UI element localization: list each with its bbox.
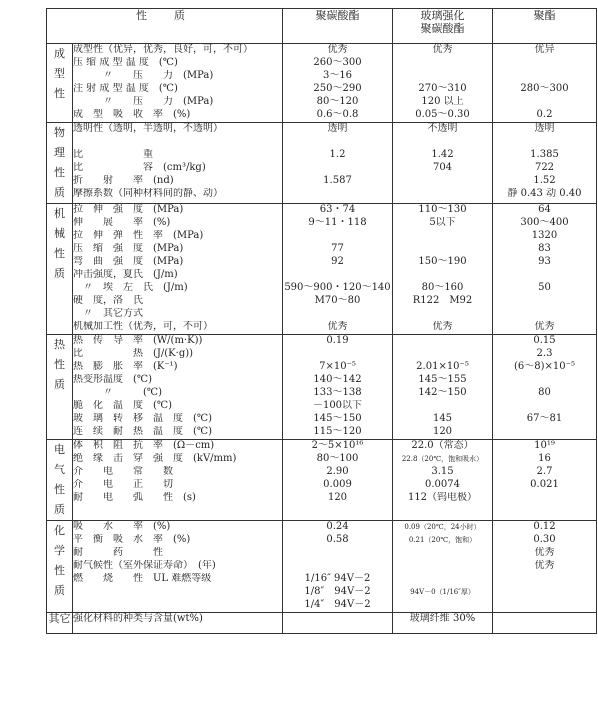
cell-mechanical-prop-2: 拉 伸 弹 性 率 (MPa): [73, 230, 204, 241]
cell-mechanical-a-2: [283, 230, 392, 243]
section-thermal-col-c: [493, 335, 597, 440]
cell-physical-b-4: [393, 175, 492, 188]
section-electrical-col-c: [493, 440, 597, 521]
section-category-physical: 物 理 性 质: [47, 123, 73, 204]
section-physical-col-a: [283, 123, 393, 204]
cell-thermal-a-1: [283, 348, 392, 361]
cell-chemical-b-5: 94V－0（1/16″厚）: [410, 588, 475, 596]
cell-chemical-b-6: [393, 599, 492, 612]
cell-forming-a-4: 80～120: [316, 96, 359, 107]
cell-physical-c-4: 1.52: [533, 175, 556, 186]
section-mechanical-col-c: [493, 204, 597, 335]
cell-physical-a-0: 透明: [327, 123, 348, 134]
cell-chemical-b-3: [393, 560, 492, 573]
cell-mechanical-b-0: 110～130: [418, 204, 467, 215]
cell-mechanical-b-3: [393, 243, 492, 256]
cell-mechanical-c-1: 300～400: [520, 217, 569, 228]
section-thermal-col-prop: [73, 335, 283, 440]
section-forming-col-c: [493, 44, 597, 123]
section-physical-col-c: [493, 123, 597, 204]
cell-physical-b-5: [393, 188, 492, 201]
header-property: 性 质: [47, 9, 283, 44]
section-electrical-col-prop: [73, 440, 283, 521]
cell-electrical-prop-3: 介 电 正 切: [73, 479, 173, 490]
cell-physical-prop-2: 比 重: [73, 149, 153, 160]
cell-thermal-b-4: 142～150: [418, 387, 467, 398]
cell-physical-prop-3: 比 容 (cm³/kg): [73, 162, 206, 173]
cell-forming-prop-4: 〃 压 力 (MPa): [73, 96, 214, 107]
cell-physical-c-2: 1.385: [530, 149, 559, 160]
cell-electrical-c-4: [493, 492, 596, 505]
section-physical-col-b: [393, 123, 493, 204]
cell-chemical-prop-6: [73, 599, 282, 612]
cell-electrical-b-4: 112（钨电极）: [407, 492, 478, 503]
cell-thermal-c-6: 67～81: [526, 413, 563, 424]
cell-electrical-b-0: 22.0（常态）: [411, 440, 474, 451]
cell-forming-a-1: 260～300: [313, 57, 362, 68]
cell-thermal-c-4: 80: [538, 387, 551, 398]
reinforcement-polycarbonate: [283, 613, 393, 634]
section-physical: [47, 123, 597, 204]
cell-electrical-a-1: 80～100: [316, 453, 359, 464]
cell-thermal-b-0: [393, 335, 492, 348]
cell-electrical-c-3: 0.021: [530, 479, 559, 490]
cell-forming-c-5: 0.2: [536, 109, 553, 120]
section-category-mechanical: 机 械 性 质: [47, 204, 73, 335]
cell-mechanical-prop-6: 〃 埃 左 氏 (J/m): [73, 282, 188, 293]
cell-mechanical-c-7: [493, 295, 596, 308]
cell-electrical-prop-1: 绝 缘 击 穿 强 度 (kV/mm): [73, 453, 237, 464]
cell-chemical-b-2: [393, 547, 492, 560]
cell-electrical-c-1: 16: [538, 453, 551, 464]
section-mechanical: [47, 204, 597, 335]
property-table: [46, 8, 597, 634]
cell-forming-b-1: [393, 57, 492, 70]
cell-mechanical-b-2: [393, 230, 492, 243]
cell-thermal-c-2: (6～8)×10⁻⁵: [514, 361, 575, 372]
cell-chemical-c-6: [493, 599, 596, 612]
cell-physical-b-2: 1.42: [431, 149, 454, 160]
cell-chemical-prop-5: [73, 586, 282, 599]
cell-mechanical-b-1: 5以下: [429, 217, 456, 228]
section-thermal-col-b: [393, 335, 493, 440]
cell-thermal-prop-1: 比 热 (J/(K·g)): [73, 348, 194, 359]
cell-mechanical-a-6: 590～900・120～140: [284, 282, 391, 293]
section-electrical: [47, 440, 597, 521]
cell-electrical-a-2: 2.90: [326, 466, 349, 477]
cell-physical-c-1: [493, 136, 596, 149]
section-electrical-col-b: [393, 440, 493, 521]
cell-physical-prop-1: [73, 136, 282, 149]
cell-chemical-a-5: 1/8″ 94V－2: [304, 586, 371, 597]
cell-physical-a-2: 1.2: [329, 149, 346, 160]
cell-thermal-c-3: [493, 374, 596, 387]
cell-thermal-a-3: 140～142: [313, 374, 362, 385]
cell-chemical-prop-0: 吸 水 率 (%): [73, 521, 171, 532]
cell-thermal-b-5: [393, 400, 492, 413]
cell-physical-c-5: 静 0.43 动 0.40: [507, 188, 582, 199]
cell-chemical-b-4: [393, 573, 492, 586]
cell-physical-c-3: 722: [534, 162, 555, 173]
cell-forming-prop-1: 压 缩 成 型 温 度 (℃): [73, 57, 178, 68]
cell-chemical-c-5: [493, 586, 596, 599]
cell-thermal-prop-6: 玻 璃 转 移 温 度 (℃): [73, 413, 212, 424]
cell-mechanical-prop-0: 拉 伸 强 度 (MPa): [73, 204, 184, 215]
section-category-electrical: 电 气 性 质: [47, 440, 73, 521]
cell-mechanical-a-4: 92: [331, 256, 344, 267]
section-chemical-col-c: [493, 521, 597, 613]
cell-forming-prop-0: 成型性（优异，优秀，良好，可，不可）: [73, 44, 253, 55]
reinforcement-polyester: [493, 613, 597, 634]
cell-electrical-b-1: 22.8（20℃，饱和吸水）: [401, 455, 484, 463]
cell-mechanical-a-0: 63・74: [319, 204, 356, 215]
cell-chemical-a-4: 1/16″ 94V－2: [304, 573, 371, 584]
cell-mechanical-a-7: M70～80: [314, 295, 361, 306]
cell-thermal-b-3: 145～155: [418, 374, 467, 385]
cell-mechanical-prop-9: 机械加工性（优秀，可，不可）: [73, 321, 213, 332]
cell-electrical-a-3: 0.009: [323, 479, 352, 490]
cell-chemical-prop-1: 平 衡 吸 水 率 (%): [73, 534, 191, 545]
cell-forming-b-5: 0.05～0.30: [415, 109, 470, 120]
cell-forming-b-4: 120 以上: [421, 96, 464, 107]
cell-forming-b-0: 优秀: [432, 44, 453, 55]
section-physical-col-prop: [73, 123, 283, 204]
cell-forming-prop-3: 注 射 成 型 温 度 (℃): [73, 83, 178, 94]
cell-thermal-c-1: 2.3: [536, 348, 553, 359]
cell-forming-c-3: 280～300: [520, 83, 569, 94]
cell-thermal-c-0: 0.15: [533, 335, 556, 346]
header-glass-line1: 玻璃强化: [420, 9, 465, 22]
section-category-other: 其它: [47, 613, 73, 634]
cell-chemical-a-0: 0.24: [326, 521, 349, 532]
section-chemical: [47, 521, 597, 613]
cell-thermal-c-5: [493, 400, 596, 413]
cell-chemical-a-3: [283, 560, 392, 573]
cell-electrical-a-0: 2～5×10¹⁶: [311, 440, 364, 451]
cell-mechanical-a-8: [283, 308, 392, 321]
cell-mechanical-c-3: 83: [538, 243, 551, 254]
cell-forming-b-2: [393, 70, 492, 83]
cell-physical-b-0: 不透明: [427, 123, 458, 134]
reinforcement-label: 强化材料的种类与含量(wt%): [73, 613, 283, 634]
cell-chemical-c-4: [493, 573, 596, 586]
cell-thermal-a-6: 145～150: [313, 413, 362, 424]
cell-electrical-prop-0: 体 积 阻 抗 率 (Ω－cm): [73, 440, 215, 451]
section-chemical-col-a: [283, 521, 393, 613]
cell-electrical-a-4: 120: [327, 492, 348, 503]
cell-forming-c-2: [493, 70, 596, 83]
section-category-forming: 成 型 性: [47, 44, 73, 123]
cell-forming-a-5: 0.6～0.8: [316, 109, 359, 120]
cell-thermal-prop-3: 热变形温度 (℃): [73, 374, 152, 385]
cell-mechanical-a-1: 9～11・118: [308, 217, 367, 228]
cell-chemical-c-1: 0.30: [533, 534, 556, 545]
cell-thermal-a-0: 0.19: [326, 335, 349, 346]
cell-thermal-prop-0: 热 传 导 率 (W/(m·K)): [73, 335, 203, 346]
section-category-thermal: 热 性 质: [47, 335, 73, 440]
section-forming-col-a: [283, 44, 393, 123]
cell-electrical-b-3: 0.0074: [425, 479, 460, 490]
cell-chemical-prop-2: 耐 药 性: [73, 547, 163, 558]
cell-mechanical-prop-3: 压 缩 强 度 (MPa): [73, 243, 184, 254]
cell-electrical-prop-2: 介 电 常 数: [73, 466, 173, 477]
cell-mechanical-prop-7: 硬 度，洛 氏: [73, 295, 143, 306]
cell-mechanical-prop-8: 〃 其它方式: [73, 308, 143, 319]
cell-physical-a-3: [283, 162, 392, 175]
cell-mechanical-c-8: [493, 308, 596, 321]
cell-electrical-c-0: 10¹⁹: [534, 440, 555, 451]
cell-physical-b-1: [393, 136, 492, 149]
cell-forming-a-3: 250～290: [313, 83, 362, 94]
cell-physical-prop-5: 摩擦系数（同种材料间的静、动）: [73, 188, 223, 199]
cell-forming-a-2: 3～16: [322, 70, 353, 81]
section-category-chemical: 化 学 性 质: [47, 521, 73, 613]
cell-mechanical-a-9: 优秀: [327, 321, 348, 332]
section-mechanical-col-a: [283, 204, 393, 335]
cell-mechanical-c-4: 93: [538, 256, 551, 267]
cell-chemical-c-2: 优秀: [534, 547, 555, 558]
cell-mechanical-c-6: 50: [538, 282, 551, 293]
cell-physical-prop-0: 透明性（透明，半透明，不透明）: [73, 123, 223, 134]
cell-mechanical-b-8: [393, 308, 492, 321]
cell-thermal-a-7: 115～120: [313, 426, 362, 437]
cell-mechanical-b-7: R122 M92: [412, 295, 473, 306]
cell-chemical-c-3: 优秀: [534, 560, 555, 571]
section-forming: [47, 44, 597, 123]
header-glass-line2: 聚碳酸酯: [420, 22, 465, 35]
cell-chemical-c-0: 0.12: [533, 521, 556, 532]
cell-mechanical-prop-5: 冲击强度，夏氏 (J/m): [73, 269, 178, 280]
cell-chemical-prop-4: 燃 烧 性 UL 难燃等级: [73, 573, 212, 584]
cell-thermal-b-2: 2.01×10⁻⁵: [416, 361, 469, 372]
header-glass-reinforced-polycarbonate: [393, 9, 493, 44]
section-thermal: [47, 335, 597, 440]
cell-chemical-a-2: [283, 547, 392, 560]
cell-thermal-prop-7: 连 续 耐 热 温 度 (℃): [73, 426, 212, 437]
cell-mechanical-prop-1: 伸 展 率 (%): [73, 217, 171, 228]
cell-thermal-a-5: －100以下: [312, 400, 363, 411]
cell-chemical-a-1: 0.58: [326, 534, 349, 545]
cell-thermal-b-7: 120: [432, 426, 453, 437]
cell-physical-a-1: [283, 136, 392, 149]
cell-mechanical-prop-4: 弯 曲 强 度 (MPa): [73, 256, 184, 267]
cell-forming-a-0: 优秀: [327, 44, 348, 55]
cell-thermal-b-6: 145: [432, 413, 453, 424]
section-electrical-col-a: [283, 440, 393, 521]
cell-forming-prop-5: 成 型 吸 收 率 (%): [73, 109, 191, 120]
cell-mechanical-b-5: [393, 269, 492, 282]
cell-thermal-prop-2: 热 膨 胀 率 (K⁻¹): [73, 361, 178, 372]
header-polycarbonate: 聚碳酸酯: [283, 9, 393, 44]
cell-mechanical-b-6: 80～160: [421, 282, 464, 293]
cell-chemical-prop-3: 耐气候性（室外保证寿命） (年): [73, 560, 216, 571]
cell-physical-b-3: 704: [432, 162, 453, 173]
cell-physical-a-4: 1.587: [323, 175, 352, 186]
section-mechanical-col-b: [393, 204, 493, 335]
cell-electrical-prop-4: 耐 电 弧 性 (s): [73, 492, 196, 503]
cell-mechanical-c-0: 64: [538, 204, 551, 215]
section-forming-col-b: [393, 44, 493, 123]
cell-mechanical-c-2: 1320: [531, 230, 558, 241]
cell-mechanical-c-9: 优秀: [534, 321, 555, 332]
section-mechanical-col-prop: [73, 204, 283, 335]
section-chemical-col-prop: [73, 521, 283, 613]
cell-thermal-prop-5: 脆 化 温 度 (℃): [73, 400, 172, 411]
cell-thermal-a-2: 7×10⁻⁵: [319, 361, 356, 372]
section-forming-col-prop: [73, 44, 283, 123]
cell-mechanical-a-5: [283, 269, 392, 282]
cell-forming-prop-2: 〃 压 力 (MPa): [73, 70, 214, 81]
cell-mechanical-a-3: 77: [331, 243, 344, 254]
cell-chemical-b-0: 0.09（20℃，24小时）: [404, 523, 481, 531]
cell-forming-c-0: 优异: [534, 44, 555, 55]
cell-thermal-a-4: 133～138: [313, 387, 362, 398]
cell-electrical-c-2: 2.7: [536, 466, 553, 477]
cell-physical-c-0: 透明: [534, 123, 555, 134]
section-chemical-col-b: [393, 521, 493, 613]
cell-chemical-a-6: 1/4″ 94V－2: [304, 599, 371, 610]
cell-electrical-b-2: 3.15: [431, 466, 454, 477]
cell-thermal-prop-4: 〃 (℃): [73, 387, 162, 398]
reinforcement-glass: 玻璃纤维 30%: [393, 613, 493, 634]
section-thermal-col-a: [283, 335, 393, 440]
cell-forming-c-4: [493, 96, 596, 109]
cell-physical-a-5: [283, 188, 392, 201]
header-polyester: 聚酯: [493, 9, 597, 44]
cell-forming-b-3: 270～310: [418, 83, 467, 94]
cell-mechanical-c-5: [493, 269, 596, 282]
section-other: [47, 613, 597, 634]
header-row: [47, 9, 597, 44]
cell-physical-prop-4: 折 射 率 (nd): [73, 175, 174, 186]
cell-chemical-b-1: 0.21（20℃，饱和）: [408, 536, 477, 544]
cell-mechanical-b-4: 150～190: [418, 256, 467, 267]
cell-thermal-c-7: [493, 426, 596, 439]
cell-mechanical-b-9: 优秀: [432, 321, 453, 332]
cell-thermal-b-1: [393, 348, 492, 361]
cell-forming-c-1: [493, 57, 596, 70]
